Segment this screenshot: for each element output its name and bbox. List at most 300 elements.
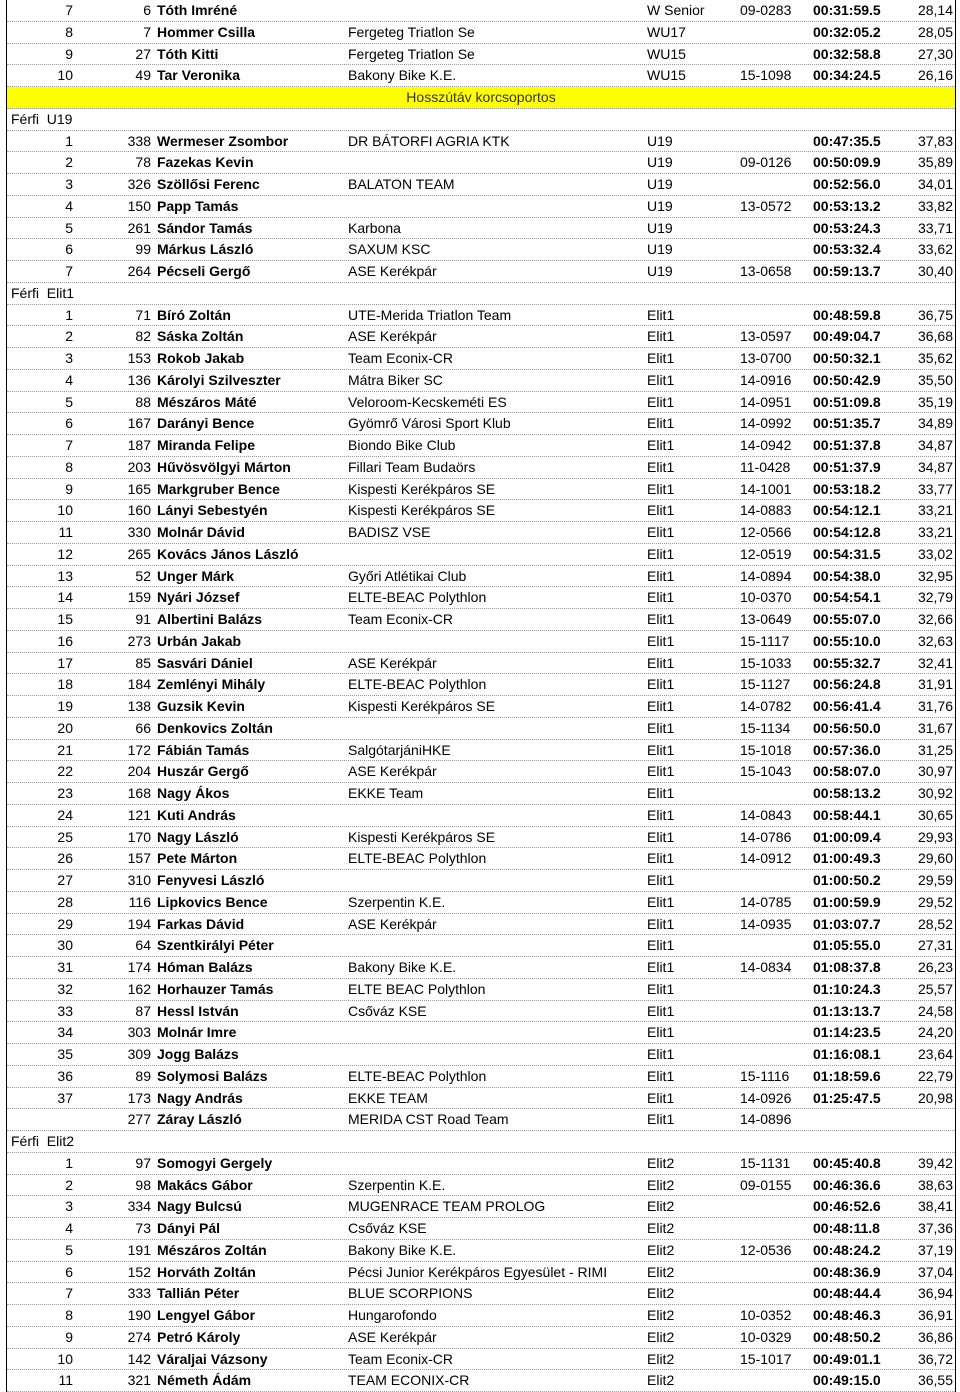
cell-name: Rokob Jakab	[157, 350, 245, 366]
cell-club: Biondo Bike Club	[348, 437, 456, 453]
cell-rank: 12	[57, 545, 73, 562]
cell-rank: 2	[65, 328, 73, 345]
cell-rank: 1	[65, 1154, 73, 1171]
cell-bib: 142	[127, 1350, 151, 1367]
cell-club: Bakony Bike K.E.	[348, 959, 457, 975]
cell-club: Team Econix-CR	[348, 1350, 454, 1367]
cell-club: ELTE-BEAC Polythlon	[348, 589, 487, 606]
cell-time: 00:55:07.0	[813, 611, 881, 627]
cell-bib: 172	[127, 741, 151, 758]
cell-cat: Elit1	[647, 1089, 675, 1106]
cell-cat: U19	[647, 132, 673, 149]
cell-speed: 34,01	[917, 176, 953, 192]
cell-name: Németh Ádám	[157, 1372, 252, 1389]
table-row	[7, 370, 955, 392]
cell-time: 00:48:24.2	[813, 1241, 881, 1258]
cell-bib: 162	[127, 980, 151, 997]
cell-name: Szentkirályi Péter	[157, 937, 274, 954]
cell-time: 00:49:04.7	[813, 328, 881, 345]
table-row	[7, 1088, 955, 1110]
cell-bib: 6	[143, 2, 151, 18]
cell-name: Darányi Bence	[157, 415, 255, 432]
cell-name: Fábián Tamás	[157, 741, 250, 758]
cell-speed: 36,55	[917, 1372, 953, 1389]
cell-cat: Elit1	[647, 1067, 675, 1084]
cell-cat: Elit2	[647, 1285, 675, 1302]
cell-name: Kovács János László	[157, 545, 299, 562]
cell-rank: 3	[65, 1198, 73, 1215]
cell-lic: 14-0896	[740, 1111, 792, 1128]
cell-time: 00:51:35.7	[813, 415, 881, 432]
table-row	[7, 326, 955, 348]
cell-bib: 116	[128, 893, 151, 910]
cell-name: Tallián Péter	[157, 1285, 240, 1302]
cell-bib: 97	[135, 1154, 151, 1171]
cell-time: 01:25:47.5	[813, 1089, 881, 1106]
cell-cat: Elit1	[647, 872, 675, 888]
cell-name: Papp Tamás	[157, 197, 239, 214]
cell-cat: U19	[647, 263, 673, 279]
cell-bib: 174	[127, 959, 151, 975]
cell-rank: 11	[58, 524, 73, 540]
cell-name: Solymosi Balázs	[157, 1067, 268, 1084]
cell-lic: 13-0649	[740, 611, 792, 627]
cell-lic: 10-0370	[740, 589, 792, 606]
table-row	[7, 587, 955, 609]
cell-time: 00:50:09.9	[813, 154, 881, 171]
table-row	[7, 348, 955, 370]
cell-rank: 9	[65, 1328, 73, 1345]
cell-speed: 36,94	[917, 1285, 953, 1302]
cell-time: 00:49:01.1	[813, 1350, 881, 1367]
cell-rank: 37	[57, 1089, 73, 1106]
cell-club: MERIDA CST Road Team	[348, 1111, 509, 1128]
cell-bib: 277	[127, 1111, 151, 1128]
cell-bib: 274	[127, 1328, 151, 1345]
cell-speed: 26,16	[917, 67, 953, 84]
cell-lic: 13-0700	[740, 350, 792, 366]
cell-bib: 167	[127, 415, 151, 432]
cell-rank: 27	[57, 872, 73, 888]
cell-rank: 33	[57, 1002, 73, 1019]
cell-lic: 13-0572	[740, 197, 792, 214]
cell-speed: 34,89	[917, 415, 953, 432]
cell-bib: 330	[127, 524, 151, 540]
cell-lic: 13-0597	[740, 328, 792, 345]
cell-cat: Elit2	[647, 1350, 675, 1367]
cell-name: Dányi Pál	[157, 1220, 221, 1236]
cell-bib: 173	[127, 1089, 151, 1106]
cell-rank: 21	[57, 741, 73, 758]
cell-cat: Elit1	[647, 480, 675, 497]
cell-time: 00:53:13.2	[813, 197, 881, 214]
cell-cat: U19	[647, 197, 673, 214]
table-row	[7, 1370, 955, 1392]
cell-cat: Elit1	[647, 785, 675, 801]
table-row	[7, 783, 955, 805]
cell-bib: 310	[127, 872, 151, 888]
cell-speed: 26,23	[917, 959, 953, 975]
table-row	[7, 305, 955, 327]
cell-time: 00:31:59.5	[813, 2, 881, 18]
cell-speed: 29,59	[917, 872, 953, 888]
cell-cat: Elit1	[647, 524, 675, 540]
category-heading-text: Férfi U19	[11, 110, 73, 127]
table-row	[7, 1240, 955, 1262]
cell-bib: 152	[127, 1263, 151, 1280]
cell-speed: 30,65	[917, 806, 953, 823]
table-row	[7, 827, 955, 849]
cell-rank: 4	[65, 371, 73, 388]
cell-rank: 5	[65, 393, 73, 410]
cell-time: 00:47:35.5	[813, 132, 881, 149]
cell-name: Szöllősi Ferenc	[157, 176, 260, 192]
cell-bib: 49	[135, 67, 151, 84]
cell-speed: 27,30	[917, 45, 953, 62]
cell-rank: 29	[57, 915, 73, 932]
section-title	[7, 87, 955, 109]
cell-club: ASE Kerékpár	[348, 263, 437, 279]
cell-name: Tar Veronika	[157, 67, 241, 84]
cell-lic: 14-0786	[740, 828, 792, 845]
table-row	[7, 457, 955, 479]
cell-cat: Elit1	[647, 698, 675, 714]
cell-club: MUGENRACE TEAM PROLOG	[348, 1198, 546, 1215]
cell-speed: 35,19	[917, 393, 953, 410]
cell-time: 00:45:40.8	[813, 1154, 881, 1171]
cell-time: 00:56:50.0	[813, 719, 881, 736]
cell-rank: 20	[57, 719, 73, 736]
cell-speed: 30,92	[917, 785, 953, 801]
cell-speed: 31,25	[917, 741, 953, 758]
cell-name: Markgruber Bence	[157, 480, 280, 497]
cell-name: Horváth Zoltán	[157, 1263, 256, 1280]
cell-cat: Elit1	[647, 676, 675, 693]
cell-time: 00:54:12.8	[813, 524, 881, 540]
table-row	[7, 435, 955, 457]
cell-speed: 24,58	[917, 1002, 953, 1019]
cell-bib: 71	[135, 306, 151, 323]
cell-rank: 3	[65, 176, 73, 192]
cell-name: Mészáros Máté	[157, 393, 257, 410]
cell-bib: 273	[127, 632, 151, 649]
cell-club: Szerpentin K.E.	[348, 893, 446, 910]
table-row	[7, 674, 955, 696]
table-row	[7, 892, 955, 914]
cell-cat: Elit1	[647, 502, 675, 519]
table-row	[7, 1218, 955, 1240]
cell-time: 00:48:50.2	[813, 1328, 881, 1345]
cell-time: 00:54:54.1	[813, 589, 881, 606]
cell-bib: 264	[127, 263, 151, 279]
table-row	[7, 239, 955, 261]
cell-lic: 14-0834	[740, 959, 792, 975]
cell-bib: 333	[127, 1285, 151, 1302]
cell-cat: Elit1	[647, 719, 675, 736]
cell-cat: Elit2	[647, 1176, 675, 1193]
cell-lic: 12-0536	[740, 1241, 792, 1258]
cell-club: BADISZ VSE	[348, 524, 431, 540]
cell-lic: 15-1033	[740, 654, 792, 671]
cell-name: Pécseli Gergő	[157, 263, 251, 279]
table-row	[7, 609, 955, 631]
cell-name: Pete Márton	[157, 850, 238, 867]
cell-club: EKKE Team	[348, 785, 424, 801]
cell-name: Záray László	[157, 1111, 242, 1128]
cell-name: Lányi Sebestyén	[157, 502, 268, 519]
cell-bib: 190	[127, 1307, 151, 1323]
cell-club: Team Econix-CR	[348, 611, 454, 627]
cell-lic: 14-0912	[740, 850, 792, 867]
table-row	[7, 718, 955, 740]
table-row	[7, 631, 955, 653]
cell-speed: 35,62	[917, 350, 953, 366]
cell-time: 00:59:13.7	[813, 263, 881, 279]
cell-club: Veloroom-Kecskeméti ES	[348, 393, 507, 410]
cell-club: ELTE-BEAC Polythlon	[348, 1067, 487, 1084]
cell-rank: 19	[57, 698, 73, 714]
table-row	[7, 1153, 955, 1175]
cell-rank: 6	[65, 415, 73, 432]
cell-time: 00:32:05.2	[813, 23, 881, 40]
cell-bib: 165	[127, 480, 151, 497]
cell-rank: 3	[65, 350, 73, 366]
cell-bib: 157	[127, 850, 151, 867]
cell-name: Tóth Imréné	[157, 2, 238, 18]
cell-cat: Elit1	[647, 567, 675, 584]
cell-rank: 18	[57, 676, 73, 693]
table-row	[7, 65, 955, 87]
cell-cat: Elit1	[647, 306, 675, 323]
cell-cat: Elit1	[647, 350, 675, 366]
table-row	[7, 914, 955, 936]
cell-cat: Elit1	[647, 328, 675, 345]
table-row	[7, 44, 955, 66]
cell-bib: 194	[127, 915, 151, 932]
cell-time: 01:00:50.2	[813, 872, 881, 888]
cell-time: 01:03:07.7	[813, 915, 881, 932]
cell-time: 01:13:13.7	[813, 1002, 881, 1019]
table-row	[7, 935, 955, 957]
table-row	[7, 413, 955, 435]
cell-speed: 36,72	[917, 1350, 953, 1367]
cell-time: 01:05:55.0	[813, 937, 881, 954]
cell-rank: 7	[65, 1285, 73, 1302]
cell-speed: 37,83	[917, 132, 953, 149]
cell-lic: 11-0428	[740, 458, 791, 475]
cell-rank: 16	[57, 632, 73, 649]
cell-speed: 31,91	[917, 676, 953, 693]
cell-rank: 2	[65, 154, 73, 171]
cell-time: 00:54:38.0	[813, 567, 881, 584]
cell-lic: 15-1098	[740, 67, 792, 84]
cell-speed: 32,63	[917, 632, 953, 649]
cell-bib: 87	[135, 1002, 151, 1019]
cell-speed: 36,68	[917, 328, 953, 345]
cell-speed: 34,87	[917, 458, 953, 475]
cell-time: 01:00:59.9	[813, 893, 881, 910]
cell-rank: 10	[57, 1350, 73, 1367]
table-row	[7, 1262, 955, 1284]
cell-bib: 168	[127, 785, 151, 801]
table-row	[7, 653, 955, 675]
cell-club: DR BÁTORFI AGRIA KTK	[348, 132, 510, 149]
cell-name: Horhauzer Tamás	[157, 980, 274, 997]
cell-bib: 191	[127, 1241, 151, 1258]
cell-cat: Elit2	[647, 1263, 675, 1280]
table-row	[7, 0, 955, 22]
cell-rank: 15	[57, 611, 73, 627]
cell-lic: 15-1131	[740, 1154, 791, 1171]
cell-speed: 30,97	[917, 763, 953, 780]
category-heading-text: Férfi Elit1	[11, 284, 75, 301]
cell-rank: 13	[57, 567, 73, 584]
cell-cat: Elit1	[647, 1024, 675, 1041]
cell-club: Kispesti Kerékpáros SE	[348, 828, 496, 845]
cell-club: Pécsi Junior Kerékpáros Egyesület - RIMI	[348, 1263, 608, 1280]
cell-bib: 160	[127, 502, 151, 519]
cell-time: 01:00:09.4	[813, 828, 881, 845]
cell-rank: 10	[57, 67, 73, 84]
cell-cat: Elit1	[647, 763, 675, 780]
cell-lic: 09-0283	[740, 2, 792, 18]
cell-club: Kispesti Kerékpáros SE	[348, 698, 496, 714]
table-row	[7, 957, 955, 979]
cell-rank: 8	[65, 458, 73, 475]
cell-rank: 9	[65, 45, 73, 62]
cell-rank: 35	[57, 1046, 73, 1062]
cell-bib: 98	[135, 1176, 151, 1193]
cell-club: ASE Kerékpár	[348, 1328, 437, 1345]
cell-name: Hóman Balázs	[157, 959, 253, 975]
cell-time: 00:56:24.8	[813, 676, 881, 693]
cell-speed: 30,40	[917, 263, 953, 279]
table-row	[7, 1001, 955, 1023]
cell-lic: 14-1001	[740, 480, 792, 497]
cell-name: Fazekas Kevin	[157, 154, 254, 171]
cell-cat: Elit1	[647, 850, 675, 867]
cell-club: ELTE-BEAC Polythlon	[348, 850, 487, 867]
cell-time: 00:48:59.8	[813, 306, 881, 323]
cell-rank: 14	[57, 589, 73, 606]
table-row	[7, 152, 955, 174]
table-row	[7, 1327, 955, 1349]
cell-time: 00:32:58.8	[813, 45, 881, 62]
cell-speed: 32,66	[917, 611, 953, 627]
cell-club: ELTE-BEAC Polythlon	[348, 676, 487, 693]
cell-club: Fergeteg Triatlon Se	[348, 45, 475, 62]
cell-bib: 187	[127, 437, 151, 453]
cell-club: SalgótarjániHKE	[348, 741, 451, 758]
cell-lic: 14-0992	[740, 415, 792, 432]
cell-club: ASE Kerékpár	[348, 328, 437, 345]
cell-name: Guzsik Kevin	[157, 698, 245, 714]
cell-time: 00:51:37.8	[813, 437, 881, 453]
cell-time: 00:53:24.3	[813, 219, 881, 236]
cell-bib: 66	[135, 719, 151, 736]
table-row	[7, 261, 955, 283]
table-row	[7, 1349, 955, 1371]
cell-bib: 321	[127, 1372, 151, 1389]
cell-rank: 1	[65, 306, 73, 323]
cell-speed: 38,63	[917, 1176, 953, 1193]
cell-time: 01:16:08.1	[813, 1046, 881, 1062]
cell-cat: Elit2	[647, 1198, 675, 1215]
cell-cat: U19	[647, 176, 673, 192]
cell-time: 00:52:56.0	[813, 176, 881, 192]
cell-cat: Elit1	[647, 893, 675, 910]
cell-name: Albertini Balázs	[157, 611, 263, 627]
cell-lic: 15-1127	[740, 676, 791, 693]
table-row	[7, 392, 955, 414]
cell-cat: U19	[647, 241, 673, 258]
cell-club: Gyömrő Városi Sport Klub	[348, 415, 511, 432]
cell-rank: 31	[57, 959, 73, 975]
cell-cat: Elit1	[647, 1002, 675, 1019]
cell-club: BLUE SCORPIONS	[348, 1285, 473, 1302]
cell-cat: Elit1	[647, 632, 675, 649]
cell-name: Unger Márk	[157, 567, 235, 584]
cell-cat: U19	[647, 219, 673, 236]
cell-rank: 30	[57, 937, 73, 954]
cell-rank: 8	[65, 23, 73, 40]
table-row	[7, 1022, 955, 1044]
cell-name: Farkas Dávid	[157, 915, 245, 932]
cell-cat: Elit1	[647, 959, 675, 975]
cell-cat: Elit2	[647, 1220, 675, 1236]
cell-bib: 52	[135, 567, 151, 584]
table-row	[7, 870, 955, 892]
table-row	[7, 22, 955, 44]
cell-bib: 7	[143, 23, 151, 40]
cell-rank: 4	[65, 197, 73, 214]
cell-bib: 27	[135, 45, 151, 62]
cell-bib: 89	[135, 1067, 151, 1084]
table-row	[7, 479, 955, 501]
table-row	[7, 131, 955, 153]
table-row	[7, 979, 955, 1001]
cell-bib: 203	[127, 458, 151, 475]
cell-bib: 88	[135, 393, 151, 410]
cell-time: 00:48:11.8	[813, 1220, 880, 1236]
table-row	[7, 522, 955, 544]
cell-cat: Elit1	[647, 371, 675, 388]
cell-rank: 24	[57, 806, 73, 823]
cell-time: 00:58:44.1	[813, 806, 881, 823]
cell-bib: 85	[135, 654, 151, 671]
cell-speed: 37,19	[917, 1241, 953, 1258]
table-row	[7, 196, 955, 218]
cell-name: Miranda Felipe	[157, 437, 256, 453]
cell-name: Hűvösvölgyi Márton	[157, 458, 291, 475]
cell-name: Somogyi Gergely	[157, 1154, 273, 1171]
cell-time: 01:00:49.3	[813, 850, 881, 867]
cell-speed: 39,42	[917, 1154, 953, 1171]
cell-lic: 15-1134	[740, 719, 791, 736]
cell-name: Nagy Ákos	[157, 785, 230, 801]
cell-lic: 14-0942	[740, 437, 792, 453]
category-heading	[7, 283, 955, 305]
table-row	[7, 696, 955, 718]
cell-speed: 31,76	[917, 698, 953, 714]
cell-time: 00:55:32.7	[813, 654, 881, 671]
cell-name: Hommer Csilla	[157, 23, 256, 40]
cell-speed: 35,89	[917, 154, 953, 171]
cell-time: 00:48:46.3	[813, 1307, 881, 1323]
cell-rank: 8	[65, 1307, 73, 1323]
cell-speed: 37,04	[917, 1263, 953, 1280]
cell-time: 00:50:42.9	[813, 371, 881, 388]
